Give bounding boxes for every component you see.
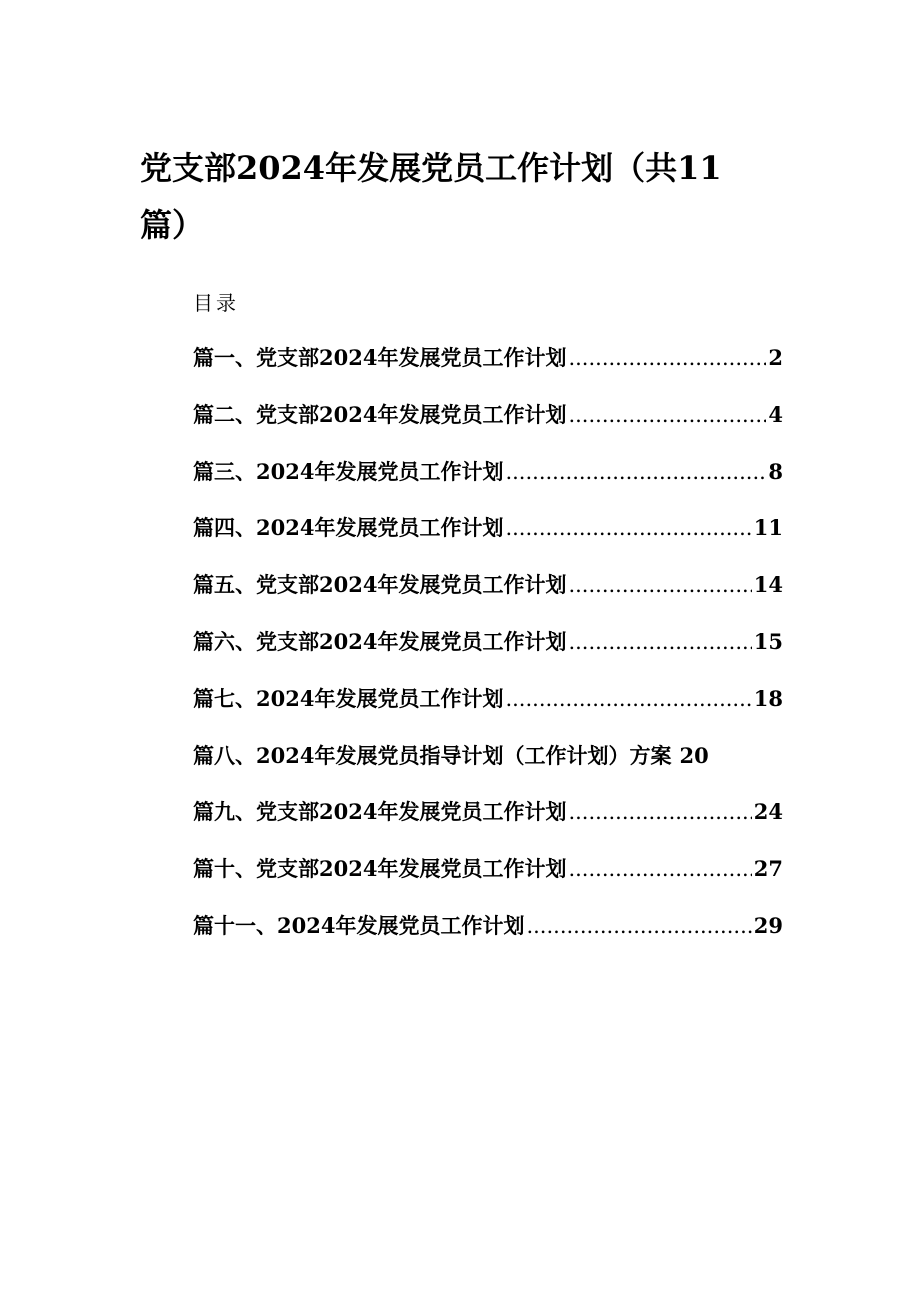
toc-dot-leader [568,622,751,662]
toc-page-number: 24 [753,799,783,825]
toc-entry-3[interactable] [193,452,783,509]
toc-entry-label: 篇十一、2024年发展党员工作计划 [193,912,525,938]
toc-entry-8[interactable] [193,736,783,793]
toc-entry-6[interactable] [193,622,783,679]
toc-dot-leader [568,849,751,889]
toc-dot-leader [526,906,751,946]
toc-entry-label: 篇三、2024年发展党员工作计划 [193,458,504,484]
toc-dot-leader [568,565,751,605]
toc-entry-label: 篇八、2024年发展党员指导计划（工作计划）方案 [193,742,672,768]
toc-heading: 目录 [193,291,239,315]
toc-dot-leader [505,508,751,548]
toc-dot-leader [505,452,766,492]
toc-entry-9[interactable] [193,792,783,849]
toc-page-number: 20 [679,742,709,768]
toc-entry-label: 篇五、党支部2024年发展党员工作计划 [193,572,567,598]
toc-dot-leader [568,338,766,378]
toc-list [193,338,783,963]
toc-entry-label: 篇二、党支部2024年发展党员工作计划 [193,401,567,427]
toc-page-number: 4 [768,401,783,427]
toc-dot-leader [568,395,766,435]
toc-entry-label: 篇九、党支部2024年发展党员工作计划 [193,799,567,825]
toc-entry-label: 篇七、2024年发展党员工作计划 [193,685,504,711]
toc-entry-2[interactable] [193,395,783,452]
toc-dot-leader [505,679,751,719]
toc-page-number: 15 [753,628,783,654]
toc-entry-label: 篇四、2024年发展党员工作计划 [193,515,504,541]
toc-page-number: 2 [768,345,783,370]
toc-entry-7[interactable] [193,679,783,736]
toc-entry-label: 篇一、党支部2024年发展党员工作计划 [193,345,567,370]
toc-entry-10[interactable] [193,849,783,906]
toc-dot-leader [568,792,751,832]
toc-entry-1[interactable] [193,338,783,395]
toc-entry-label: 篇六、党支部2024年发展党员工作计划 [193,628,567,654]
toc-entry-label: 篇十、党支部2024年发展党员工作计划 [193,856,567,882]
toc-entry-4[interactable] [193,508,783,565]
toc-page-number: 18 [753,685,783,711]
toc-page-number: 14 [753,572,783,598]
document-title: 党支部2024年发展党员工作计划（共11篇） [140,149,722,244]
toc-page-number: 11 [753,515,783,541]
toc-page-number: 27 [753,856,783,882]
toc-entry-5[interactable] [193,565,783,622]
toc-page-number: 8 [768,458,783,484]
toc-entry-11[interactable] [193,906,783,963]
toc-page-number: 29 [753,912,783,938]
